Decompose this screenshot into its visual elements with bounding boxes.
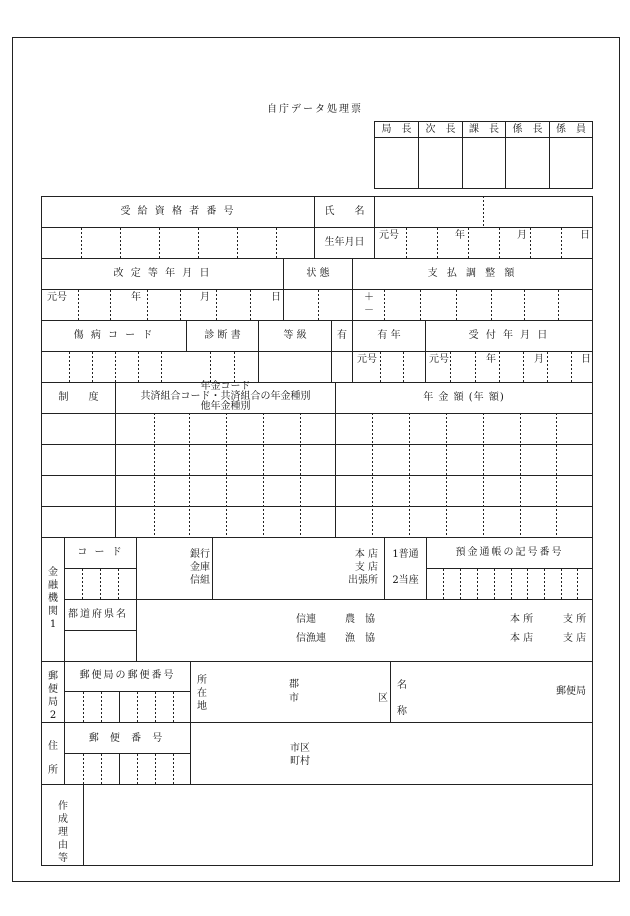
post-postal-code-label: 郵便局の郵便番号 [79,670,176,681]
receipt-era: 元号 [429,354,449,365]
revision-date-label: 改 定 等 年 月 日 [113,268,212,279]
recipient-number-label: 受 給 資 格 者 番 号 [120,206,236,217]
birthdate-day: 日 [580,230,590,241]
receipt-date-label: 受 付 年 月 日 [468,330,550,341]
injury-code-label: 傷 病 コ ー ド [73,330,155,341]
name-label: 氏 名 [324,206,365,217]
post-section-label: 郵便局2 [48,671,58,721]
city-label: 市 [289,693,299,704]
ward-label: 区 [378,693,388,704]
city-ward-label: 市区 [290,743,310,754]
certificate-label: 診 断 書 [204,330,241,341]
revision-month: 月 [200,292,210,303]
nokyo-label: 農 協 [345,614,375,625]
gyokyo-label: 漁 協 [345,633,375,644]
yes-label: 有 [337,330,347,341]
birthdate-era: 元号 [379,230,399,241]
town-village-label: 町村 [290,756,310,767]
approval-kakaricho: 係 長 [512,124,543,135]
passbook-number-label: 預金通帳の記号番号 [455,547,564,558]
post-location-label: 所在地 [197,675,207,712]
minus-sign: － [364,305,374,316]
shisho-label: 支 所 [563,614,587,625]
receipt-year: 年 [486,354,496,365]
revision-year: 年 [131,292,141,303]
receipt-day: 日 [581,354,591,365]
branch-shop: 支 店 [354,562,378,573]
approval-kakariin: 係 員 [556,124,586,135]
approval-kyokucho: 局 長 [381,124,412,135]
birthdate-label: 生年月日 [324,237,365,248]
system-label: 制 度 [58,392,99,403]
reason-section-label: 作成理由等 [58,801,68,864]
shingyoren-label: 信漁連 [296,633,326,644]
bank-section-label: 金融機関1 [48,567,58,630]
post-office-label: 郵便局 [556,686,586,697]
shiten-label: 支 店 [563,633,587,644]
status-label: 状 態 [306,268,330,279]
main-table [42,197,593,866]
pension-code-line1: 年金コード [200,381,251,392]
gun-label: 郡 [289,679,299,690]
plus-sign: ＋ [364,292,374,303]
bank-code-label: コ ー ド [77,547,124,558]
revision-day: 日 [271,292,281,303]
address-section-label: 住所 [48,741,58,776]
approval-kacho: 課 長 [469,124,499,135]
pension-amount-label: 年 金 額 (年 額) [423,392,505,403]
branch-head-office: 本 店 [354,549,378,560]
account-current: 2当座 [392,575,419,586]
approval-jicho: 次 長 [425,124,456,135]
pension-code-line3: 他年金種別 [200,401,251,412]
branch-office: 出張所 [348,575,378,586]
post-name-label: 名称 [397,680,407,717]
receipt-month: 月 [534,354,544,365]
form-title: 自庁データ処理票 [267,104,363,115]
valid-year-era: 元号 [357,354,377,365]
birthdate-year: 年 [455,230,465,241]
honten-label: 本 店 [510,633,534,644]
shinren-label: 信連 [296,614,316,625]
bank-type-vault: 金庫 [190,562,210,573]
grade-label: 等 級 [283,330,307,341]
bank-type-credit: 信組 [190,575,210,586]
valid-year-label: 有 年 [377,330,401,341]
pension-code-line2: 共済組合コード・共済組合の年金種別 [140,391,311,402]
honsho-label: 本 所 [510,614,534,625]
payment-adjustment-label: 支 払 調 整 額 [427,268,518,279]
birthdate-month: 月 [517,230,527,241]
address-postal-code-label: 郵 便 番 号 [88,733,167,744]
revision-era: 元号 [47,292,67,303]
prefecture-label: 都道府県名 [68,609,128,620]
bank-type-bank: 銀行 [190,549,210,560]
account-ordinary: 1普通 [392,549,419,560]
